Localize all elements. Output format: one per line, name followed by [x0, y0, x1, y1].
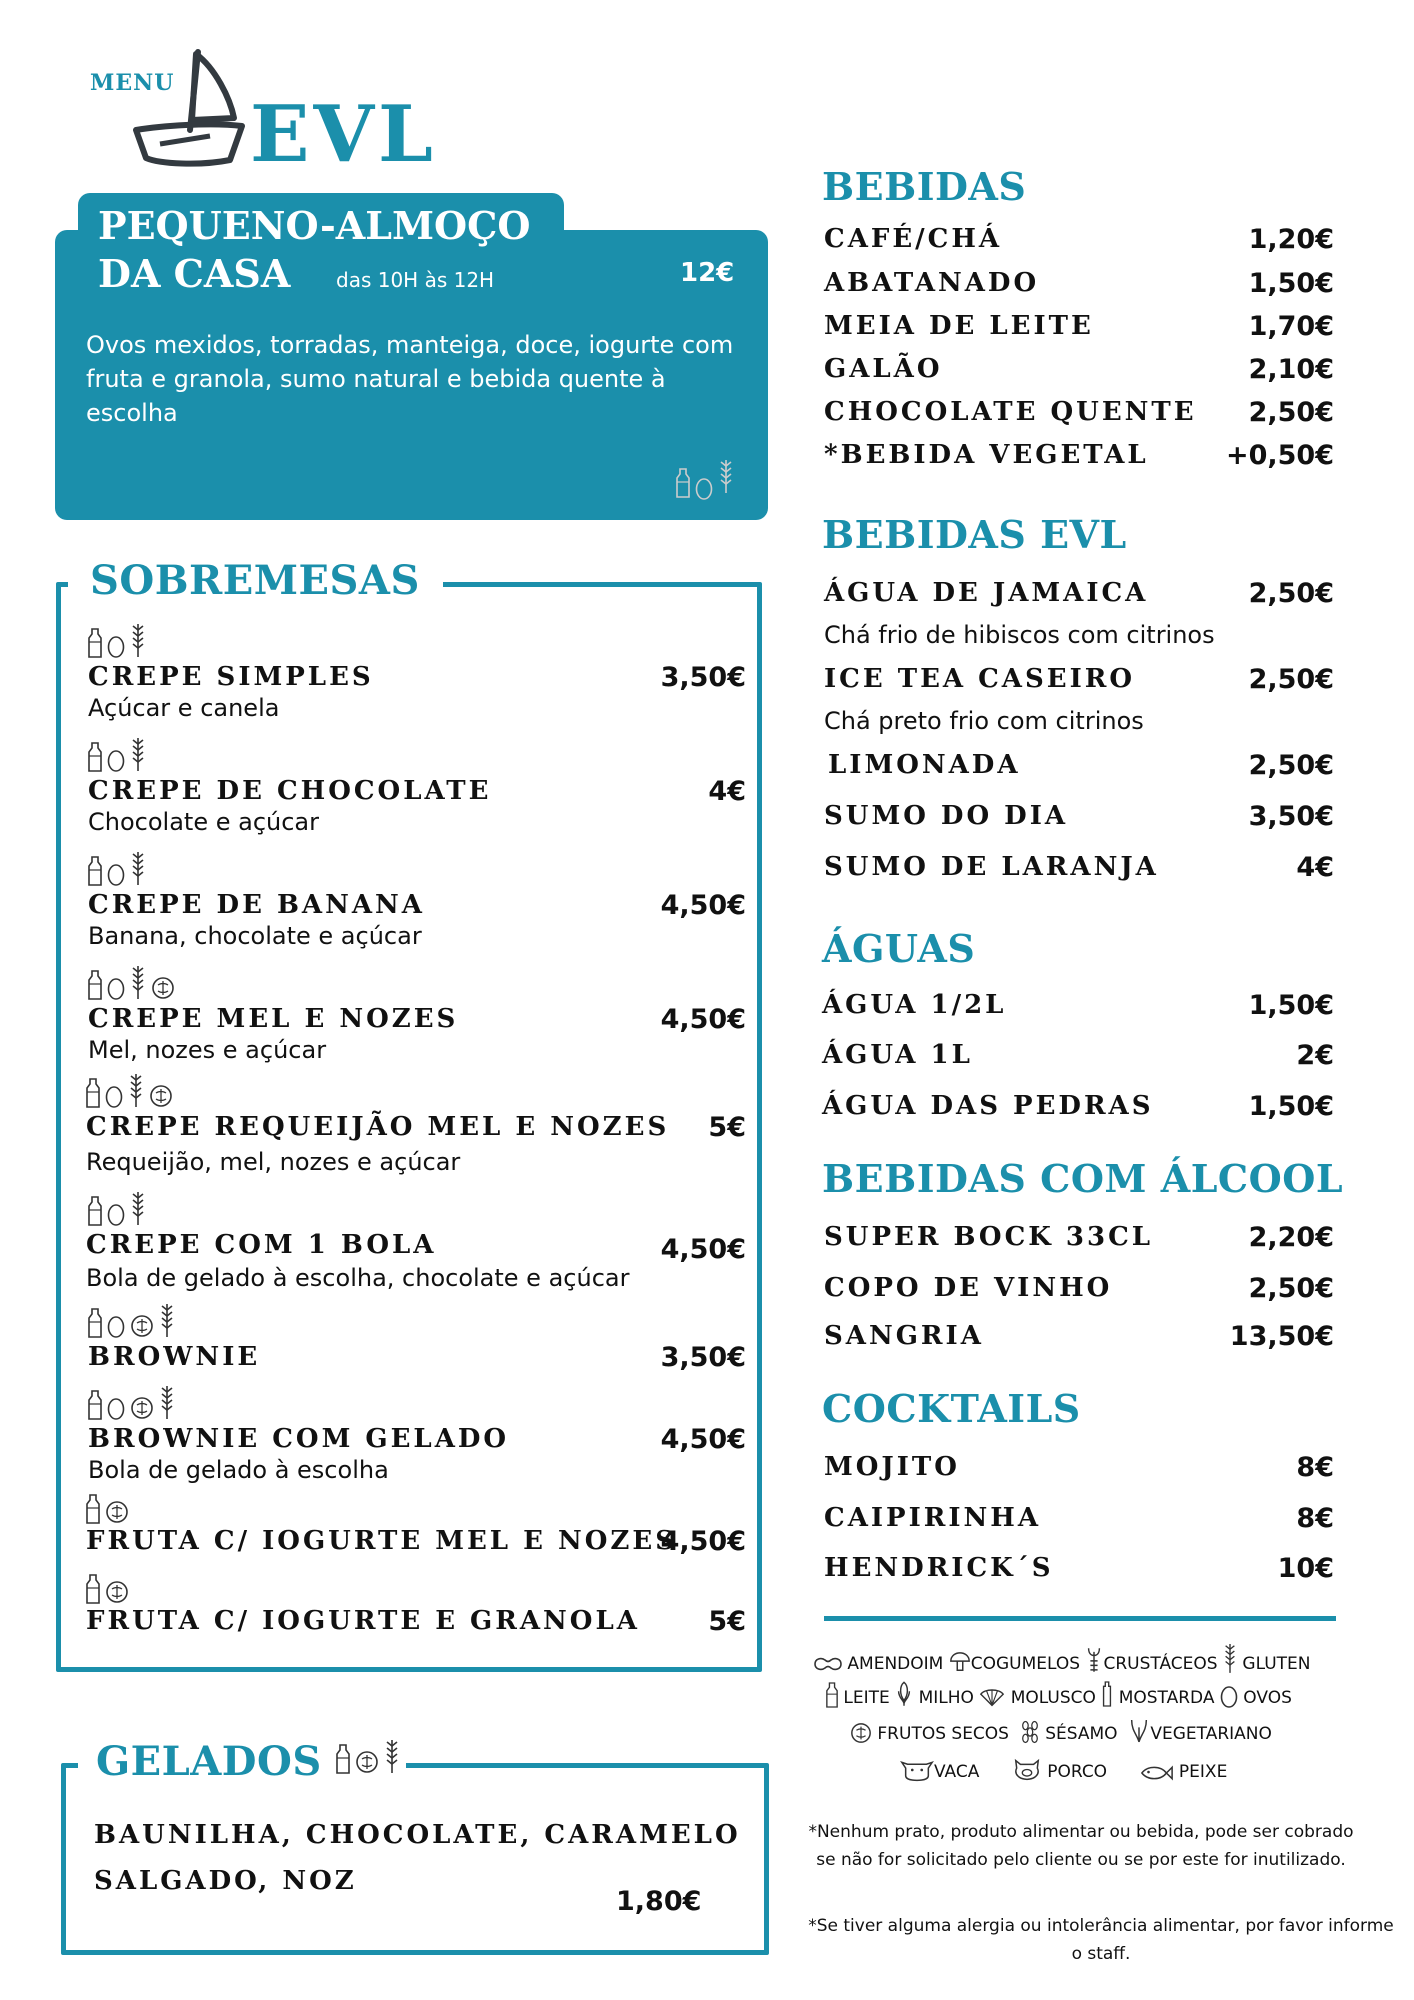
milk-icon: [86, 1494, 100, 1524]
allergen-label: VACA: [934, 1762, 980, 1782]
allergen-label: SÉSAMO: [1045, 1724, 1118, 1744]
milk-icon: [336, 1744, 350, 1774]
mustard-icon: [1101, 1680, 1113, 1708]
gelados-heading: GELADOS: [96, 1738, 322, 1785]
dessert-name: BROWNIE COM GELADO: [88, 1424, 510, 1454]
wheat-icon: [130, 1190, 146, 1226]
logo: [88, 48, 448, 178]
nut-icon: [355, 1750, 379, 1774]
egg-icon: [1220, 1684, 1238, 1708]
dessert-item: [88, 622, 748, 658]
shell-icon: [979, 1686, 1005, 1708]
gelados-frame: [61, 1763, 769, 1955]
drink-name: ÁGUA 1L: [822, 1040, 973, 1070]
dessert-desc: Requeijão, mel, nozes e açúcar: [86, 1148, 461, 1176]
dessert-price: 4,50€: [660, 890, 746, 921]
breakfast-price: 12€: [680, 258, 735, 288]
dessert-desc: Chocolate e açúcar: [88, 808, 319, 836]
drink-price: 1,50€: [1248, 990, 1334, 1021]
dessert-name: CREPE DE CHOCOLATE: [88, 776, 492, 806]
drink-price: 2€: [1296, 1040, 1334, 1071]
milk-icon: [826, 1682, 838, 1708]
drink-name: MOJITO: [824, 1452, 960, 1482]
breakfast-title-line1: PEQUENO-ALMOÇO: [98, 203, 531, 248]
wheat-icon: [128, 1072, 144, 1108]
drink-price: 10€: [1277, 1553, 1334, 1584]
breakfast-hours: das 10H às 12H: [336, 268, 495, 292]
egg-icon: [107, 634, 125, 658]
drink-name: ÁGUA DE JAMAICA: [824, 578, 1149, 608]
drink-price: 13,50€: [1229, 1321, 1334, 1352]
aguas-heading: ÁGUAS: [822, 926, 976, 971]
drink-price: 2,10€: [1248, 354, 1334, 385]
drink-price: 1,70€: [1248, 311, 1334, 342]
egg-icon: [107, 862, 125, 886]
allergen-label: AMENDOIM: [847, 1654, 944, 1674]
gelados-flavors-line2: SALGADO, NOZ: [94, 1866, 357, 1896]
allergen-label: MILHO: [918, 1688, 974, 1708]
nut-icon: [151, 976, 175, 1000]
allergen-legend-row: [850, 1718, 1272, 1744]
nut-icon: [850, 1722, 872, 1744]
drink-name: SUMO DO DIA: [824, 801, 1069, 831]
corn-icon: [895, 1680, 913, 1708]
nut-icon: [130, 1396, 154, 1420]
drink-name: CHOCOLATE QUENTE: [824, 397, 1197, 427]
breakfast-allergen-icons: [676, 452, 734, 500]
drink-name: CAIPIRINHA: [824, 1503, 1042, 1533]
peanut-icon: [812, 1654, 842, 1674]
drink-price: 8€: [1296, 1503, 1334, 1534]
dessert-allergen-icons: [86, 1072, 173, 1108]
milk-icon: [88, 970, 102, 1000]
drink-price: 8€: [1296, 1452, 1334, 1483]
dessert-desc: Mel, nozes e açúcar: [88, 1036, 327, 1064]
wheat-icon: [130, 622, 146, 658]
drink-name: CAFÉ/CHÁ: [824, 224, 1003, 254]
milk-icon: [86, 1078, 100, 1108]
sesame-icon: [1020, 1720, 1040, 1744]
drink-price: 2,50€: [1248, 750, 1334, 781]
egg-icon: [107, 976, 125, 1000]
milk-icon: [86, 1574, 100, 1604]
dessert-name: CREPE DE BANANA: [88, 890, 425, 920]
dessert-name: CREPE SIMPLES: [88, 662, 374, 692]
nut-icon: [130, 1314, 154, 1338]
mushroom-icon: [949, 1650, 971, 1674]
logo-menu-text: MENU: [90, 70, 175, 96]
allergen-legend-row: [900, 1756, 1227, 1782]
allergen-label: PORCO: [1047, 1762, 1108, 1782]
wheat-icon: [1223, 1642, 1237, 1674]
dessert-name: FRUTA C/ IOGURTE E GRANOLA: [86, 1606, 640, 1636]
dessert-name: CREPE REQUEIJÃO MEL E NOZES: [86, 1112, 670, 1142]
dessert-allergen-icons: [88, 964, 175, 1000]
dessert-price: 5€: [708, 1112, 746, 1143]
drink-price: 1,50€: [1248, 268, 1334, 299]
allergen-label: VEGETARIANO: [1150, 1724, 1272, 1744]
gelados-flavors-line1: BAUNILHA, CHOCOLATE, CARAMELO: [94, 1820, 741, 1850]
drink-name: ABATANADO: [824, 268, 1040, 298]
milk-icon: [88, 628, 102, 658]
drink-name: MEIA DE LEITE: [824, 311, 1094, 341]
dessert-price: 4,50€: [660, 1526, 746, 1557]
allergen-legend-row: [826, 1680, 1292, 1708]
bebidas-evl-heading: BEBIDAS EVL: [822, 512, 1127, 557]
gelados-price: 1,80€: [616, 1886, 702, 1917]
wheat-icon: [159, 1384, 175, 1420]
milk-icon: [88, 742, 102, 772]
allergen-label: MOSTARDA: [1118, 1688, 1215, 1708]
divider-line: [824, 1616, 1336, 1621]
drink-desc: Chá frio de hibiscos com citrinos: [824, 621, 1215, 649]
dessert-desc: Bola de gelado à escolha, chocolate e açúcar: [86, 1264, 630, 1292]
allergen-label: MOLUSCO: [1010, 1688, 1096, 1708]
allergen-label: FRUTOS SECOS: [877, 1724, 1009, 1744]
dessert-desc: Banana, chocolate e açúcar: [88, 922, 422, 950]
drink-price: 2,50€: [1248, 578, 1334, 609]
egg-icon: [107, 1314, 125, 1338]
egg-icon: [107, 1396, 125, 1420]
cocktails-heading: COCKTAILS: [822, 1386, 1081, 1431]
egg-icon: [107, 1202, 125, 1226]
allergy-note: *Se tiver alguma alergia ou intolerância alimentar, por favor informe o staff.: [808, 1916, 1394, 1964]
dessert-price: 4,50€: [660, 1004, 746, 1035]
desserts-heading: SOBREMESAS: [90, 557, 420, 604]
drink-name: *BEBIDA VEGETAL: [824, 440, 1149, 470]
dessert-price: 4€: [708, 776, 746, 807]
drink-price: 2,20€: [1248, 1222, 1334, 1253]
dessert-allergen-icons: [88, 850, 146, 886]
allergen-label: PEIXE: [1178, 1762, 1228, 1782]
dessert-price: 5€: [708, 1606, 746, 1637]
boat-icon: [130, 48, 250, 173]
drink-price: +0,50€: [1225, 440, 1334, 471]
dessert-price: 4,50€: [660, 1424, 746, 1455]
dessert-price: 3,50€: [660, 662, 746, 693]
dessert-allergen-icons: [88, 622, 748, 658]
crustacean-icon: [1085, 1646, 1103, 1674]
drink-name: COPO DE VINHO: [824, 1273, 1113, 1303]
drink-name: HENDRICK´S: [824, 1553, 1054, 1583]
drink-name: ICE TEA CASEIRO: [824, 664, 1135, 694]
allergen-label: OVOS: [1243, 1688, 1292, 1708]
dessert-allergen-icons: [88, 1190, 146, 1226]
dessert-allergen-icons: [88, 1302, 175, 1338]
drink-price: 1,20€: [1248, 224, 1334, 255]
drink-price: 2,50€: [1248, 664, 1334, 695]
drink-name: SUPER BOCK 33CL: [824, 1222, 1154, 1252]
dessert-allergen-icons: [86, 1494, 129, 1524]
allergen-label: LEITE: [843, 1688, 890, 1708]
breakfast-title-line2: DA CASA: [98, 251, 291, 296]
drink-price: 2,50€: [1248, 397, 1334, 428]
dessert-price: 3,50€: [660, 1342, 746, 1373]
dessert-name: FRUTA C/ IOGURTE MEL E NOZES: [86, 1526, 677, 1556]
gelados-allergen-icons: [336, 1738, 400, 1774]
allergen-label: GLUTEN: [1242, 1654, 1311, 1674]
drink-name: ÁGUA 1/2L: [822, 990, 1007, 1020]
drink-price: 4€: [1296, 852, 1334, 883]
nut-icon: [149, 1084, 173, 1108]
dessert-desc: Bola de gelado à escolha: [88, 1456, 389, 1484]
dessert-name: BROWNIE: [88, 1342, 261, 1372]
drink-price: 2,50€: [1248, 1273, 1334, 1304]
drink-name: ÁGUA DAS PEDRAS: [822, 1091, 1154, 1121]
wheat-icon: [130, 850, 146, 886]
nut-icon: [105, 1580, 129, 1604]
milk-icon: [88, 856, 102, 886]
drink-name: GALÃO: [824, 354, 943, 384]
bebidas-heading: BEBIDAS: [822, 164, 1027, 209]
drink-price: 1,50€: [1248, 1091, 1334, 1122]
drink-desc: Chá preto frio com citrinos: [824, 707, 1144, 735]
wheat-icon: [384, 1738, 400, 1774]
egg-icon: [695, 476, 713, 500]
wheat-icon: [718, 452, 734, 500]
allergen-label: CRUSTÁCEOS: [1103, 1654, 1218, 1674]
dessert-name: CREPE COM 1 BOLA: [86, 1230, 437, 1260]
egg-icon: [105, 1084, 123, 1108]
milk-icon: [88, 1308, 102, 1338]
wheat-icon: [159, 1302, 175, 1338]
milk-icon: [88, 1390, 102, 1420]
dessert-allergen-icons: [86, 1574, 129, 1604]
wheat-icon: [130, 964, 146, 1000]
nut-icon: [105, 1500, 129, 1524]
milk-icon: [676, 466, 690, 500]
alcool-heading: BEBIDAS COM ÁLCOOL: [822, 1156, 1344, 1201]
dessert-name: CREPE MEL E NOZES: [88, 1004, 459, 1034]
fish-icon: [1140, 1764, 1174, 1782]
drink-name: LIMONADA: [828, 750, 1021, 780]
vegetarian-icon: [1128, 1718, 1150, 1744]
dessert-allergen-icons: [88, 1384, 175, 1420]
breakfast-description: Ovos mexidos, torradas, manteiga, doce, iogurte com fruta e granola, sumo natural e bebida quente à escolha: [86, 331, 734, 427]
dessert-price: 4,50€: [660, 1234, 746, 1265]
drink-price: 3,50€: [1248, 801, 1334, 832]
cow-icon: [900, 1756, 934, 1782]
pig-icon: [1012, 1756, 1042, 1782]
allergen-legend-row: [812, 1642, 1310, 1674]
dessert-allergen-icons: [88, 736, 146, 772]
drink-name: SUMO DE LARANJA: [824, 852, 1159, 882]
wheat-icon: [130, 736, 146, 772]
allergen-label: COGUMELOS: [970, 1654, 1081, 1674]
legal-note: *Nenhum prato, produto alimentar ou bebida, pode ser cobrado se não for solicitado pelo cliente ou se por este for inutilizado.: [808, 1822, 1354, 1870]
drink-name: SANGRIA: [824, 1321, 984, 1351]
logo-brand: EVL: [250, 89, 437, 180]
egg-icon: [107, 748, 125, 772]
dessert-desc: Açúcar e canela: [88, 694, 280, 722]
milk-icon: [88, 1196, 102, 1226]
